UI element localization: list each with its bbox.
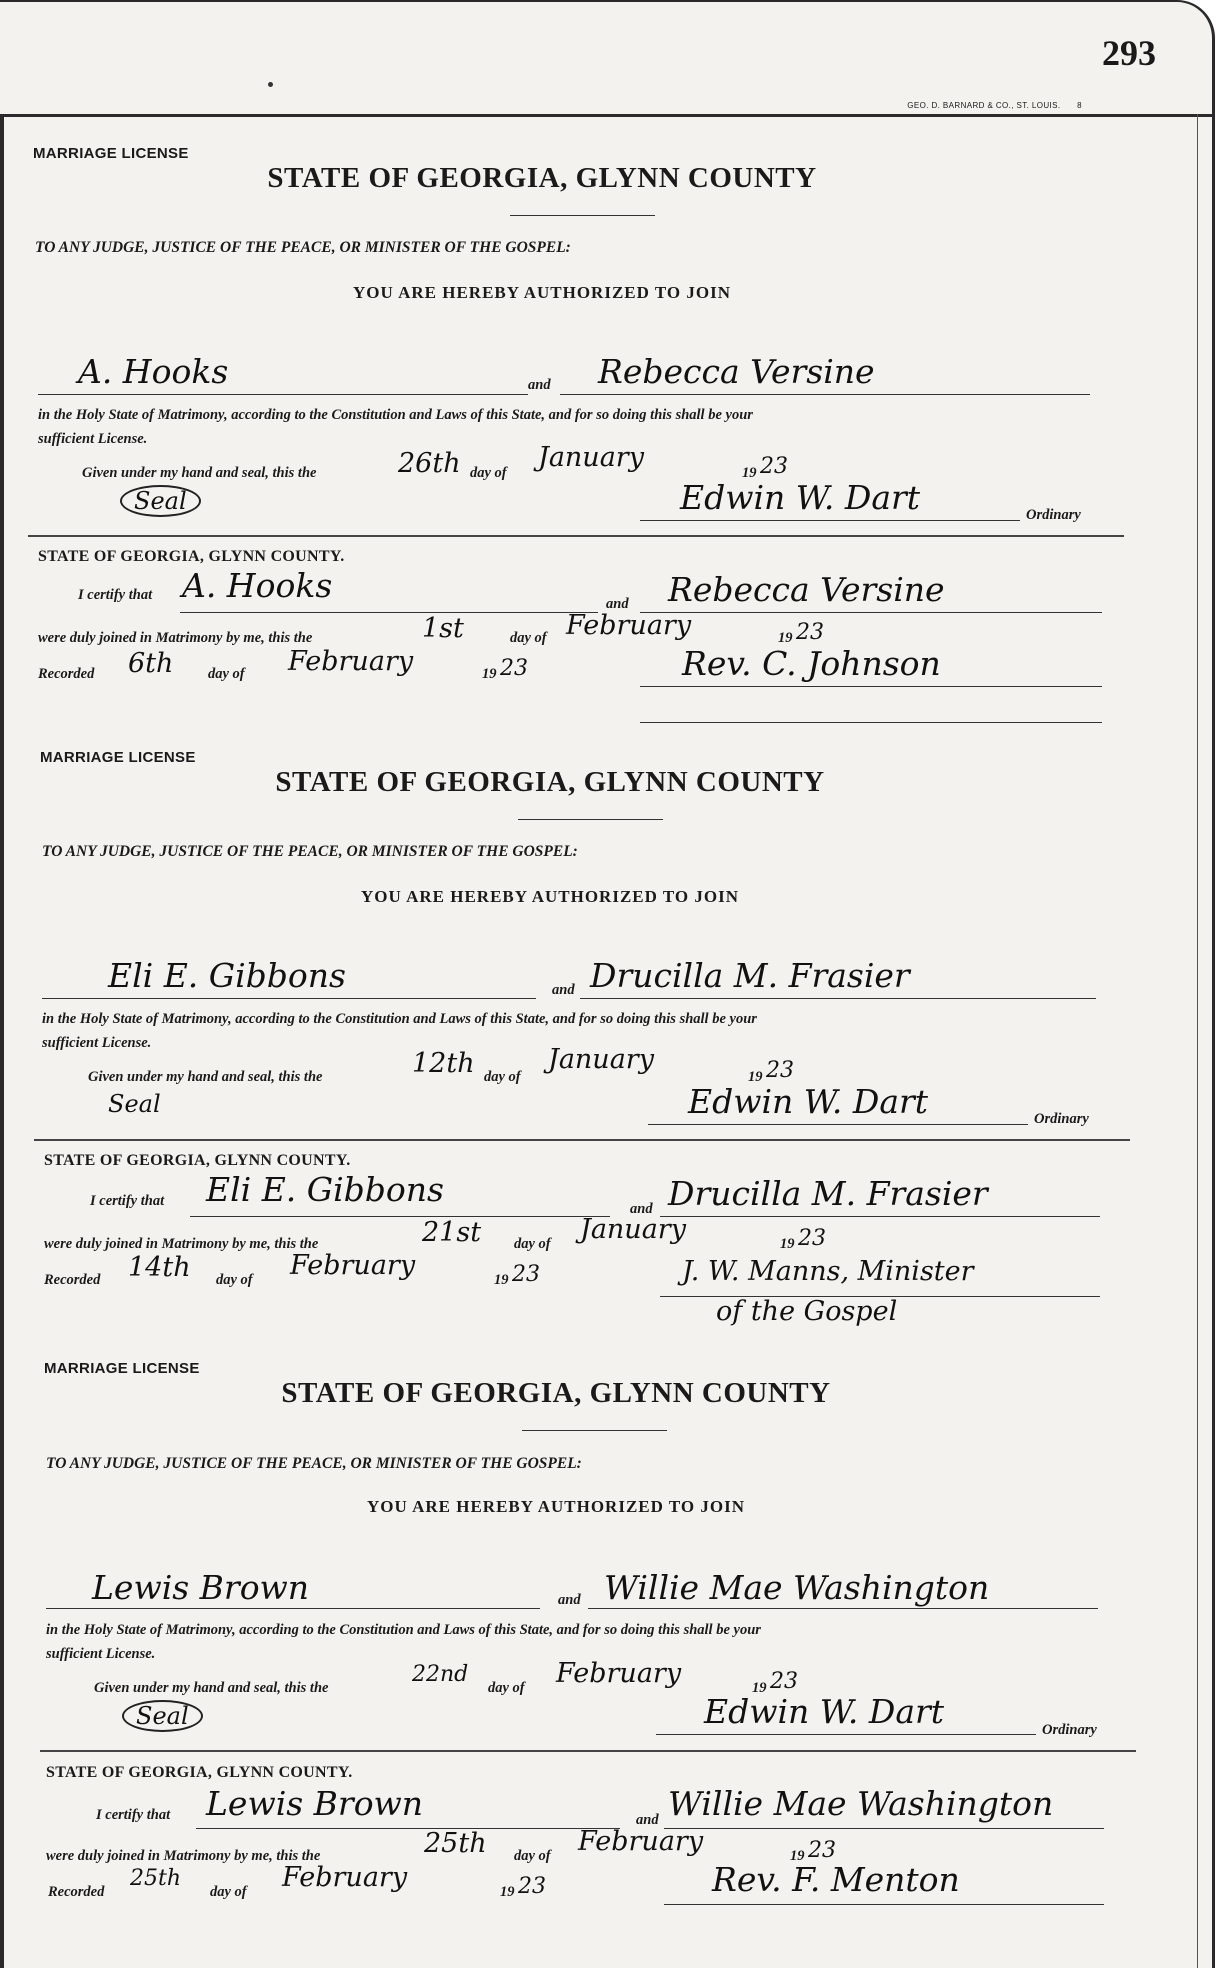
bride-line xyxy=(580,998,1096,999)
ordinary-signature: Edwin W. Dart xyxy=(704,1692,945,1731)
recorded-year: 23 xyxy=(518,1874,546,1899)
holy-state-text: in the Holy State of Matrimony, according to the Constitution and Laws of this State, and for so doing this shall be your xyxy=(46,1622,761,1638)
day-of-label: day of xyxy=(488,1680,525,1696)
holy-state-text: in the Holy State of Matrimony, according to the Constitution and Laws of this State, and for so doing this shall be your xyxy=(42,1011,757,1027)
ordinary-line xyxy=(656,1734,1036,1735)
and-label: and xyxy=(528,377,551,393)
certified-bride: Rebecca Versine xyxy=(668,570,945,609)
recorded-month: February xyxy=(290,1250,416,1281)
sufficient-license-text: sufficient License. xyxy=(46,1646,156,1662)
officiant-signature: J. W. Manns, Minister xyxy=(682,1256,974,1287)
year-prefix: 19 xyxy=(742,465,757,481)
certified-bride-line xyxy=(660,1216,1100,1217)
day-of-label: day of xyxy=(470,465,507,481)
bride-name: Drucilla M. Frasier xyxy=(590,956,910,995)
seal-mark: Seal xyxy=(108,1090,161,1118)
title-rule xyxy=(518,819,663,820)
joined-month: January xyxy=(580,1214,686,1245)
certify-text: I certify that xyxy=(78,587,153,603)
license-title: STATE OF GEORGIA, GLYNN COUNTY xyxy=(281,1377,831,1409)
ordinary-label: Ordinary xyxy=(1026,507,1081,523)
license-year: 23 xyxy=(770,1669,798,1694)
officiant-line xyxy=(664,1904,1104,1905)
bride-line xyxy=(588,1608,1098,1609)
certified-bride: Willie Mae Washington xyxy=(668,1784,1054,1823)
printer-mark-text: GEO. D. BARNARD & CO., ST. LOUIS. xyxy=(907,101,1061,110)
year-prefix: 19 xyxy=(752,1680,767,1696)
marriage-entry xyxy=(0,1332,1200,1942)
and-label: and xyxy=(552,982,575,998)
officiant-signature: Rev. C. Johnson xyxy=(682,644,941,683)
and-label: and xyxy=(636,1812,659,1828)
sufficient-license-text: sufficient License. xyxy=(38,431,148,447)
section-divider xyxy=(28,535,1124,537)
license-month: February xyxy=(556,1658,682,1689)
joined-day: 1st xyxy=(422,613,464,644)
authorization-line: YOU ARE HEREBY AUTHORIZED TO JOIN xyxy=(353,283,731,302)
certified-bride: Drucilla M. Frasier xyxy=(668,1174,988,1213)
sufficient-license-text: sufficient License. xyxy=(42,1035,152,1051)
groom-line xyxy=(46,1608,540,1609)
license-title: STATE OF GEORGIA, GLYNN COUNTY xyxy=(267,162,817,194)
recorded-month: February xyxy=(288,646,414,677)
recorded-day: 25th xyxy=(130,1866,182,1891)
recorded-text: Recorded xyxy=(44,1272,101,1288)
certificate-header: STATE OF GEORGIA, GLYNN COUNTY. xyxy=(38,548,345,565)
license-day: 12th xyxy=(412,1048,475,1079)
certified-groom-line xyxy=(196,1828,620,1829)
joined-year: 23 xyxy=(798,1226,826,1251)
seal-mark: Seal xyxy=(120,485,201,517)
certified-groom-line xyxy=(180,612,598,613)
ink-dot xyxy=(268,82,273,87)
duly-joined-text: were duly joined in Matrimony by me, this the xyxy=(38,630,313,646)
groom-name: Eli E. Gibbons xyxy=(108,956,346,995)
license-year: 23 xyxy=(766,1058,794,1083)
year-prefix: 19 xyxy=(748,1069,763,1085)
license-day: 22nd xyxy=(412,1662,469,1687)
groom-name: Lewis Brown xyxy=(92,1568,310,1607)
license-label: MARRIAGE LICENSE xyxy=(44,1360,200,1377)
page-number: 293 xyxy=(1102,33,1156,73)
recorded-day: 14th xyxy=(128,1252,191,1283)
officiant-signature-line2: of the Gospel xyxy=(716,1296,898,1327)
certified-bride-line xyxy=(664,1828,1104,1829)
addressee-line: TO ANY JUDGE, JUSTICE OF THE PEACE, OR MINISTER OF THE GOSPEL: xyxy=(42,843,578,860)
certified-groom: Lewis Brown xyxy=(206,1784,424,1823)
year-prefix: 19 xyxy=(482,666,497,682)
ordinary-label: Ordinary xyxy=(1034,1111,1089,1127)
groom-line xyxy=(42,998,536,999)
certificate-header: STATE OF GEORGIA, GLYNN COUNTY. xyxy=(46,1764,353,1781)
year-prefix: 19 xyxy=(790,1848,805,1864)
ordinary-line xyxy=(648,1124,1028,1125)
day-of-label: day of xyxy=(514,1848,551,1864)
duly-joined-text: were duly joined in Matrimony by me, this the xyxy=(44,1236,319,1252)
given-under-text: Given under my hand and seal, this the xyxy=(82,465,317,481)
title-rule xyxy=(522,1430,667,1431)
addressee-line: TO ANY JUDGE, JUSTICE OF THE PEACE, OR MINISTER OF THE GOSPEL: xyxy=(35,239,571,256)
year-prefix: 19 xyxy=(494,1272,509,1288)
year-prefix: 19 xyxy=(500,1884,515,1900)
officiant-line-2 xyxy=(640,722,1102,723)
officiant-signature: Rev. F. Menton xyxy=(712,1860,960,1899)
day-of-label: day of xyxy=(514,1236,551,1252)
license-day: 26th xyxy=(398,448,461,479)
bride-line xyxy=(560,394,1090,395)
and-label: and xyxy=(606,596,629,612)
printer-mark xyxy=(907,101,1082,110)
bride-name: Rebecca Versine xyxy=(598,352,875,391)
license-year: 23 xyxy=(760,454,788,479)
day-of-label: day of xyxy=(216,1272,253,1288)
authorization-line: YOU ARE HEREBY AUTHORIZED TO JOIN xyxy=(361,887,739,906)
joined-month: February xyxy=(578,1826,704,1857)
marriage-entry xyxy=(0,724,1200,1334)
title-rule xyxy=(510,215,655,216)
ordinary-signature: Edwin W. Dart xyxy=(680,478,921,517)
certified-groom: A. Hooks xyxy=(182,566,333,605)
certified-groom-line xyxy=(190,1216,610,1217)
section-divider xyxy=(40,1750,1136,1752)
section-divider xyxy=(34,1139,1130,1141)
license-title: STATE OF GEORGIA, GLYNN COUNTY xyxy=(275,766,825,798)
officiant-line xyxy=(640,686,1102,687)
and-label: and xyxy=(558,1592,581,1608)
day-of-label: day of xyxy=(484,1069,521,1085)
license-month: January xyxy=(548,1044,654,1075)
printer-mark-suffix: 8 xyxy=(1077,101,1082,110)
groom-name: A. Hooks xyxy=(78,352,229,391)
certify-text: I certify that xyxy=(90,1193,165,1209)
ordinary-label: Ordinary xyxy=(1042,1722,1097,1738)
marriage-entry xyxy=(0,120,1200,730)
license-label: MARRIAGE LICENSE xyxy=(33,145,189,162)
recorded-month: February xyxy=(282,1862,408,1893)
ordinary-signature: Edwin W. Dart xyxy=(688,1082,929,1121)
addressee-line: TO ANY JUDGE, JUSTICE OF THE PEACE, OR MINISTER OF THE GOSPEL: xyxy=(46,1455,582,1472)
holy-state-text: in the Holy State of Matrimony, according to the Constitution and Laws of this State, and for so doing this shall be your xyxy=(38,407,753,423)
license-month: January xyxy=(538,442,644,473)
groom-line xyxy=(38,394,528,395)
recorded-day: 6th xyxy=(128,648,174,679)
recorded-text: Recorded xyxy=(48,1884,105,1900)
top-rule xyxy=(0,114,1212,117)
year-prefix: 19 xyxy=(778,630,793,646)
certified-groom: Eli E. Gibbons xyxy=(206,1170,444,1209)
bride-name: Willie Mae Washington xyxy=(604,1568,990,1607)
certified-bride-line xyxy=(640,612,1102,613)
given-under-text: Given under my hand and seal, this the xyxy=(94,1680,329,1696)
ordinary-line xyxy=(640,520,1020,521)
recorded-year: 23 xyxy=(500,656,528,681)
joined-year: 23 xyxy=(796,620,824,645)
authorization-line: YOU ARE HEREBY AUTHORIZED TO JOIN xyxy=(367,1497,745,1516)
year-prefix: 19 xyxy=(780,1236,795,1252)
day-of-label: day of xyxy=(510,630,547,646)
joined-day: 25th xyxy=(424,1828,487,1859)
recorded-year: 23 xyxy=(512,1262,540,1287)
recorded-text: Recorded xyxy=(38,666,95,682)
day-of-label: day of xyxy=(210,1884,247,1900)
given-under-text: Given under my hand and seal, this the xyxy=(88,1069,323,1085)
day-of-label: day of xyxy=(208,666,245,682)
certificate-header: STATE OF GEORGIA, GLYNN COUNTY. xyxy=(44,1152,351,1169)
and-label: and xyxy=(630,1201,653,1217)
joined-year: 23 xyxy=(808,1838,836,1863)
joined-month: February xyxy=(566,610,692,641)
license-label: MARRIAGE LICENSE xyxy=(40,749,196,766)
certify-text: I certify that xyxy=(96,1807,171,1823)
joined-day: 21st xyxy=(422,1217,482,1248)
duly-joined-text: were duly joined in Matrimony by me, this the xyxy=(46,1848,321,1864)
seal-mark: Seal xyxy=(122,1700,203,1732)
